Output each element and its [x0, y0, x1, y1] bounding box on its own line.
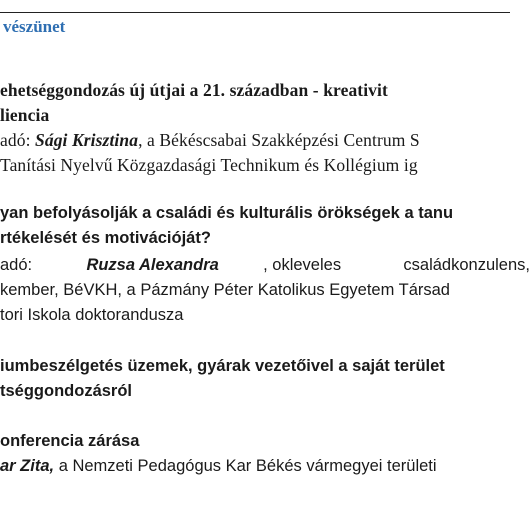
speaker-name: Sági Krisztina: [35, 130, 139, 150]
item-1-title-line-2: liencia: [0, 105, 50, 125]
item-3-title-line-2: tséggondozásról: [0, 382, 133, 400]
item-1-speaker-line-2: Tanítási Nyelvű Közgazdasági Technikum és Kollégium ig: [0, 155, 418, 175]
item-2-speaker-line-2: kember, BéVKH, a Pázmány Péter Katolikus Egyetem Társad: [0, 281, 450, 299]
speaker-prefix: adó:: [0, 130, 36, 150]
top-divider: [0, 12, 510, 13]
speaker-prefix: adó:: [0, 256, 33, 274]
item-2-speaker-line-3: tori Iskola doktorandusza: [0, 306, 184, 324]
speaker-affiliation: , a Békéscsabai Szakképzési Centrum S: [138, 130, 420, 150]
speaker-name: ar Zita,: [0, 457, 55, 475]
item-1-speaker-line-1: [0, 130, 420, 151]
item-1-title-line-1: ehetséggondozás új útjai a 21. században - kreativit: [0, 80, 388, 100]
item-4-speaker-line: [0, 457, 437, 476]
item-2-speaker-line-1: [0, 256, 530, 275]
item-2-title-line-1: yan befolyásolják a családi és kulturális örökségek a tanu: [0, 204, 454, 222]
speaker-affiliation-b: családkonzulens,: [403, 256, 530, 274]
speaker-affiliation-a: , okleveles: [263, 256, 342, 274]
item-2-title-line-2: rtékelését és motivációját?: [0, 229, 211, 247]
item-3-title-line-1: iumbeszélgetés üzemek, gyárak vezetőivel a saját terület: [0, 357, 445, 375]
item-4-title: onferencia zárása: [0, 432, 140, 450]
speaker-name: Ruzsa Alexandra: [86, 256, 219, 274]
speaker-affiliation: a Nemzeti Pedagógus Kar Békés vármegyei területi: [54, 457, 437, 475]
break-heading: vészünet: [3, 17, 66, 36]
